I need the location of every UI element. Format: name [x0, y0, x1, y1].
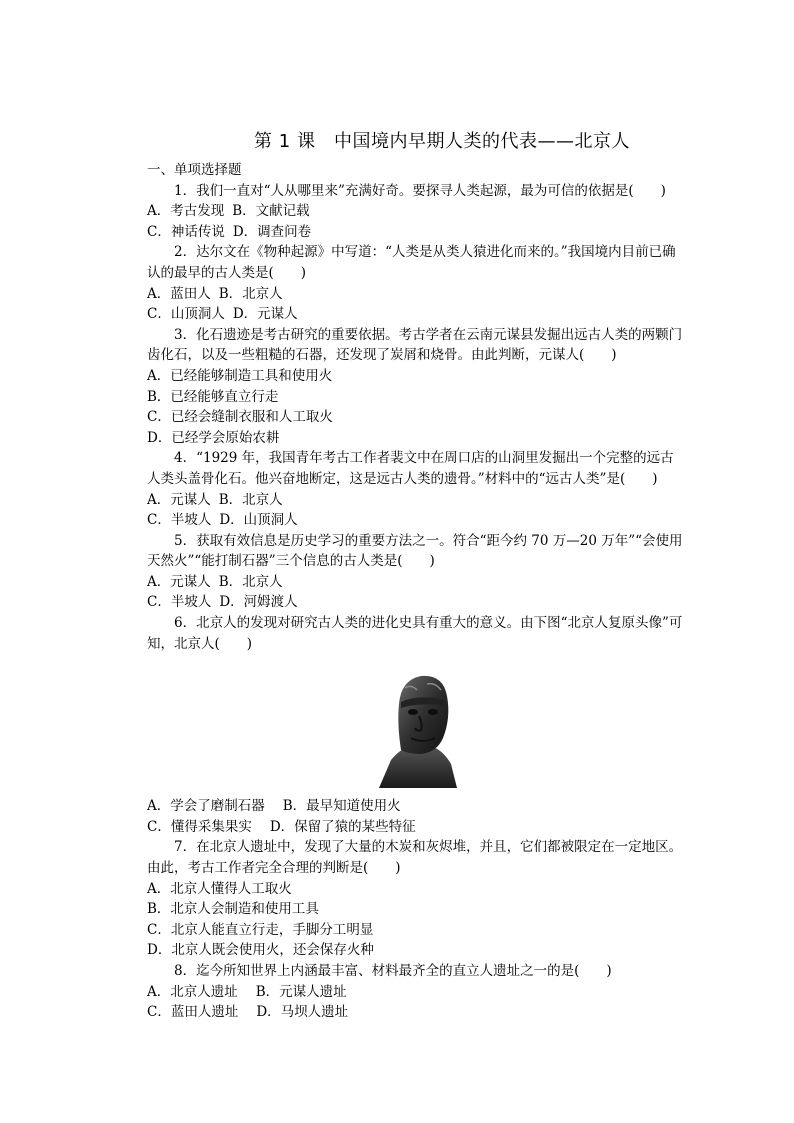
question-stem: 1．我们一直对“人从哪里来”充满好奇。要探寻人类起源，最为可信的依据是( )	[174, 182, 666, 199]
option-row	[147, 940, 687, 961]
option-row	[147, 407, 687, 428]
question-stem: 6．北京人的发现对研究古人类的进化史具有重大的意义。由下图“北京人复原头像”可知，北京人( )	[147, 615, 683, 652]
option-row	[147, 920, 687, 941]
option-row	[147, 490, 687, 511]
option-row	[147, 1002, 687, 1023]
peking-man-bust-image	[371, 664, 463, 792]
option-row	[147, 879, 687, 900]
answer-option[interactable]: C．蓝田人遗址	[147, 1004, 239, 1021]
question-stem: 4．“1929 年，我国青年考古工作者裴文中在周口店的山洞里发掘出一个完整的远古人类头盖骨化石。他兴奋地断定，这是远古人类的遗骨。”材料中的“远古人类”是( )	[147, 450, 674, 487]
answer-option[interactable]: D．调查问卷	[232, 223, 312, 240]
answer-option[interactable]: C．山顶洞人	[147, 306, 225, 323]
answer-option[interactable]: A．蓝田人	[147, 285, 211, 302]
figure-container	[147, 660, 687, 792]
lesson-title: 第 1 课 中国境内早期人类的代表——北京人	[254, 131, 630, 152]
answer-option[interactable]: A．北京人遗址	[147, 983, 238, 1000]
answer-option[interactable]: B．已经能够直立行走	[147, 388, 279, 405]
section-heading: 一、单项选择题	[147, 162, 242, 178]
option-row	[147, 284, 687, 305]
answer-option[interactable]: D．保留了猿的某些特征	[269, 818, 416, 835]
option-row	[147, 899, 687, 920]
answer-option[interactable]: B．元谋人遗址	[255, 983, 347, 1000]
option-row	[147, 572, 687, 593]
option-row	[147, 428, 687, 449]
answer-option[interactable]: D．河姆渡人	[219, 594, 298, 611]
answer-option[interactable]: A．元谋人	[147, 573, 211, 590]
option-row	[147, 592, 687, 613]
answer-option[interactable]: A．学会了磨制石器	[147, 798, 265, 815]
option-row	[147, 982, 687, 1003]
answer-option[interactable]: D．山顶洞人	[219, 512, 298, 529]
option-row	[147, 304, 687, 325]
option-row	[147, 201, 687, 222]
answer-option[interactable]: C．半坡人	[147, 594, 212, 611]
answer-option[interactable]: B．文献记载	[232, 203, 310, 220]
question-stem: 7．在北京人遗址中，发现了大量的木炭和灰烬堆，并且，它们都被限定在一定地区。由此，考古工作者完全合理的判断是( )	[147, 839, 683, 877]
answer-option[interactable]: A．已经能够制造工具和使用火	[147, 367, 333, 384]
question-stem: 3．化石遗迹是考古研究的重要依据。考古学者在云南元谋县发掘出远古人类的两颗门齿化石，以及一些粗糙的石器，还发现了炭屑和烧骨。由此判断，元谋人( )	[147, 326, 683, 364]
option-row	[147, 366, 687, 387]
answer-option[interactable]: A．北京人懂得人工取火	[147, 880, 292, 897]
answer-option[interactable]: B．北京人	[218, 573, 283, 590]
question-list	[147, 160, 687, 1023]
option-row	[147, 387, 687, 408]
answer-option[interactable]: C．半坡人	[147, 512, 212, 529]
answer-option[interactable]: C．神话传说	[147, 223, 225, 240]
answer-option[interactable]: D．元谋人	[232, 306, 298, 323]
answer-option[interactable]: D．已经学会原始农耕	[147, 429, 280, 446]
option-row	[147, 510, 687, 531]
question-stem: 2．达尔文在《物种起源》中写道：“人类是从类人猿进化而来的。”我国境内目前已确认的最早的古人类是( )	[147, 244, 676, 281]
answer-option[interactable]: C．已经会缝制衣服和人工取火	[147, 409, 333, 426]
answer-option[interactable]: B．北京人会制造和使用工具	[147, 901, 319, 918]
answer-option[interactable]: A．元谋人	[147, 491, 211, 508]
answer-option[interactable]: C．懂得采集果实	[147, 818, 252, 835]
answer-option[interactable]: A．考古发现	[147, 203, 225, 220]
answer-option[interactable]: D．北京人既会使用火，还会保存火种	[147, 942, 374, 959]
answer-option[interactable]: C．北京人能直立行走，手脚分工明显	[147, 921, 374, 938]
answer-option[interactable]: B．最早知道使用火	[282, 798, 401, 815]
question-stem: 8．迄今所知世界上内涵最丰富、材料最齐全的直立人遗址之一的是( )	[174, 963, 612, 979]
question-stem: 5．获取有效信息是历史学习的重要方法之一。符合“距今约 70 万—20 万年”“会使用天然火”“能打制石器”三个信息的古人类是( )	[147, 532, 683, 570]
answer-option[interactable]: D．马坝人遗址	[256, 1004, 349, 1021]
option-row	[147, 817, 687, 838]
option-row	[147, 222, 687, 243]
answer-option[interactable]: B．北京人	[218, 491, 283, 508]
answer-option[interactable]: B．北京人	[218, 285, 283, 302]
option-row	[147, 796, 687, 817]
